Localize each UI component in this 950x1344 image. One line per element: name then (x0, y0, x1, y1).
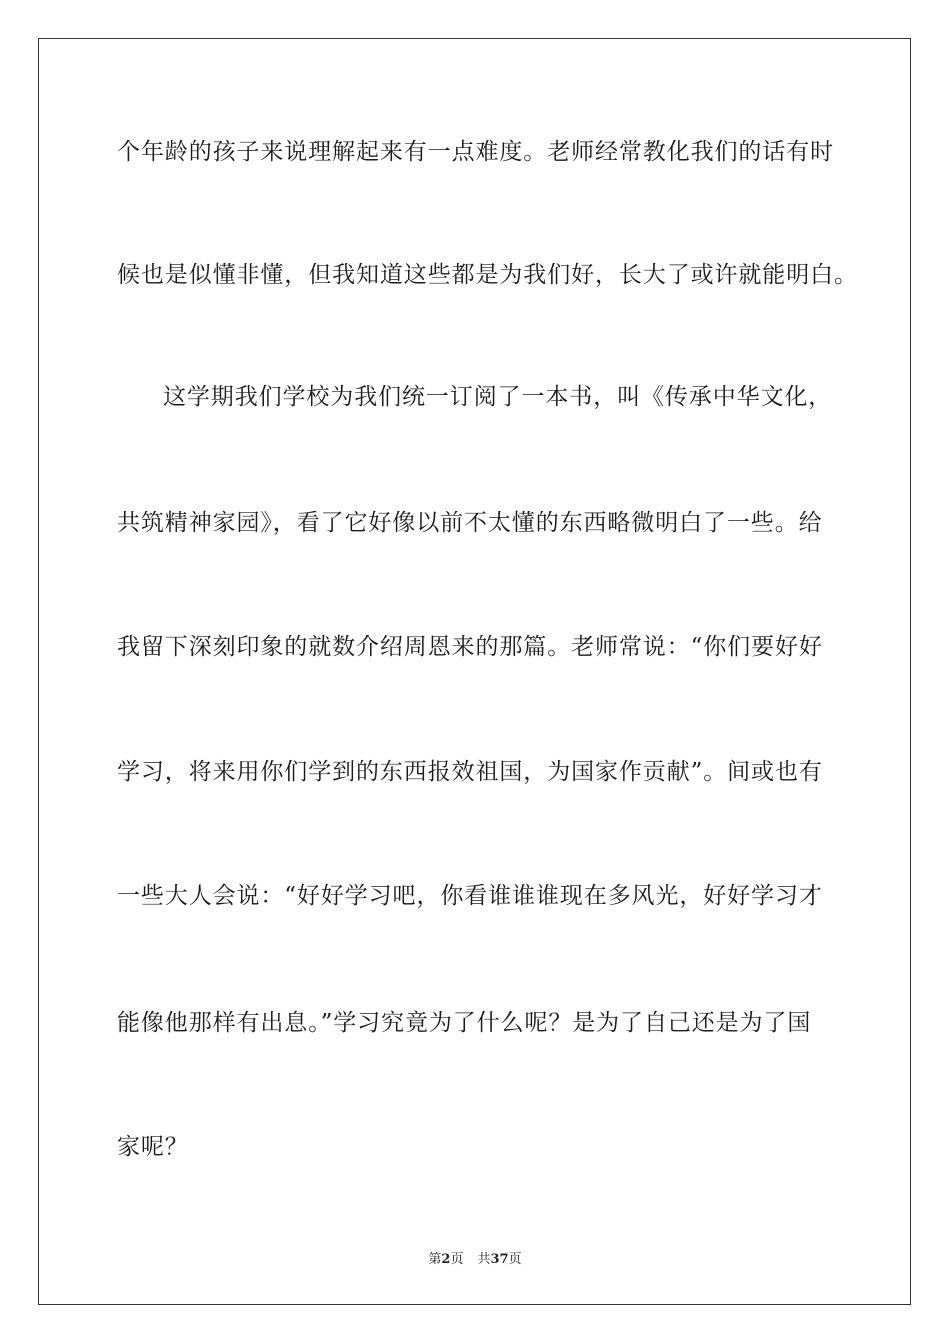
page-prefix: 第 (428, 1252, 442, 1267)
paragraph-line: 家呢？ (117, 1134, 189, 1160)
paragraph-line-indented: 这学期我们学校为我们统一订阅了一本书，叫《传承中华文化， (163, 384, 833, 410)
paragraph-line: 学习，将来用你们学到的东西报效祖国，为国家作贡献”。间或也有 (117, 759, 823, 785)
total-suffix: 页 (508, 1252, 522, 1267)
paragraph-line: 一些大人会说：“好好学习吧，你看谁谁谁现在多风光，好好学习才 (117, 883, 823, 909)
page-frame (38, 38, 911, 1305)
page-suffix: 页 (450, 1252, 464, 1267)
paragraph-line: 我留下深刻印象的就数介绍周恩来的那篇。老师常说：“你们要好好 (117, 634, 823, 660)
total-prefix: 共 (477, 1252, 491, 1267)
paragraph-line: 能像他那样有出息。”学习究竟为了什么呢？是为了自己还是为了国 (117, 1010, 812, 1036)
paragraph-line: 共筑精神家园》，看了它好像以前不太懂的东西略微明白了一些。给 (117, 510, 823, 536)
paragraph-line: 个年龄的孩子来说理解起来有一点难度。老师经常教化我们的话有时 (117, 139, 834, 165)
total-pages: 37 (490, 1252, 509, 1267)
paragraph-line: 候也是似懂非懂，但我知道这些都是为我们好，长大了或许就能明白。 (117, 262, 858, 288)
page-number: 2 (441, 1252, 451, 1267)
page-footer (0, 1248, 950, 1267)
